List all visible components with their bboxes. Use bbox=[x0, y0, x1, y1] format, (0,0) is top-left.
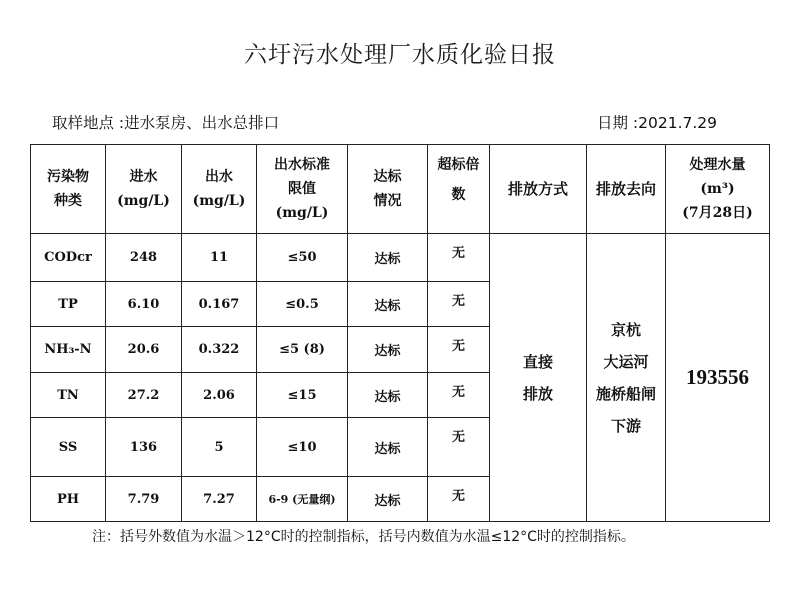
status-value: 达标 bbox=[348, 477, 428, 522]
discharge-direction: 京杭 大运河 施桥船闸 下游 bbox=[587, 234, 666, 522]
pollutant-name: PH bbox=[31, 477, 106, 522]
outlet-value: 0.322 bbox=[182, 327, 257, 373]
inlet-value: 248 bbox=[106, 234, 182, 282]
header-exceed: 超标倍 数 bbox=[428, 145, 490, 234]
header-discharge-direction: 排放去向 bbox=[587, 145, 666, 234]
outlet-value: 11 bbox=[182, 234, 257, 282]
pollutant-name: TN bbox=[31, 373, 106, 418]
exceed-value: 无 bbox=[428, 418, 490, 477]
status-value: 达标 bbox=[348, 418, 428, 477]
exceed-value: 无 bbox=[428, 477, 490, 522]
limit-value: ≤50 bbox=[257, 234, 348, 282]
outlet-value: 7.27 bbox=[182, 477, 257, 522]
header-discharge-method: 排放方式 bbox=[490, 145, 587, 234]
header-pollutant: 污染物 种类 bbox=[31, 145, 106, 234]
header-inlet: 进水 (mg/L) bbox=[106, 145, 182, 234]
outlet-value: 5 bbox=[182, 418, 257, 477]
pollutant-name: CODcr bbox=[31, 234, 106, 282]
exceed-value: 无 bbox=[428, 327, 490, 373]
inlet-value: 6.10 bbox=[106, 282, 182, 327]
inlet-value: 7.79 bbox=[106, 477, 182, 522]
header-outlet: 出水 (mg/L) bbox=[182, 145, 257, 234]
inlet-value: 20.6 bbox=[106, 327, 182, 373]
exceed-value: 无 bbox=[428, 373, 490, 418]
outlet-value: 0.167 bbox=[182, 282, 257, 327]
header-limit: 出水标准 限值 (mg/L) bbox=[257, 145, 348, 234]
limit-value: ≤0.5 bbox=[257, 282, 348, 327]
exceed-value: 无 bbox=[428, 234, 490, 282]
header-row bbox=[31, 145, 770, 234]
treated-volume: 193556 bbox=[666, 234, 770, 522]
pollutant-name: TP bbox=[31, 282, 106, 327]
limit-value: ≤10 bbox=[257, 418, 348, 477]
status-value: 达标 bbox=[348, 327, 428, 373]
limit-value: ≤15 bbox=[257, 373, 348, 418]
water-quality-table bbox=[30, 144, 770, 522]
pollutant-name: NH₃-N bbox=[31, 327, 106, 373]
report-title: 六圩污水处理厂水质化验日报 bbox=[244, 42, 556, 68]
outlet-value: 2.06 bbox=[182, 373, 257, 418]
status-value: 达标 bbox=[348, 282, 428, 327]
discharge-method: 直接 排放 bbox=[490, 234, 587, 522]
report-date: 日期 :2021.7.29 bbox=[597, 114, 718, 132]
exceed-value: 无 bbox=[428, 282, 490, 327]
header-status: 达标 情况 bbox=[348, 145, 428, 234]
limit-value: 6-9 (无量纲) bbox=[257, 477, 348, 522]
header-volume: 处理水量 (m³) (7月28日) bbox=[666, 145, 770, 234]
limit-value: ≤5 (8) bbox=[257, 327, 348, 373]
pollutant-name: SS bbox=[31, 418, 106, 477]
inlet-value: 27.2 bbox=[106, 373, 182, 418]
table-row bbox=[31, 234, 770, 282]
inlet-value: 136 bbox=[106, 418, 182, 477]
status-value: 达标 bbox=[348, 373, 428, 418]
status-value: 达标 bbox=[348, 234, 428, 282]
footnote: 注：括号外数值为水温＞12°C时的控制指标，括号内数值为水温≤12°C时的控制指标。 bbox=[92, 529, 635, 545]
sampling-location: 取样地点 :进水泵房、出水总排口 bbox=[52, 114, 280, 132]
